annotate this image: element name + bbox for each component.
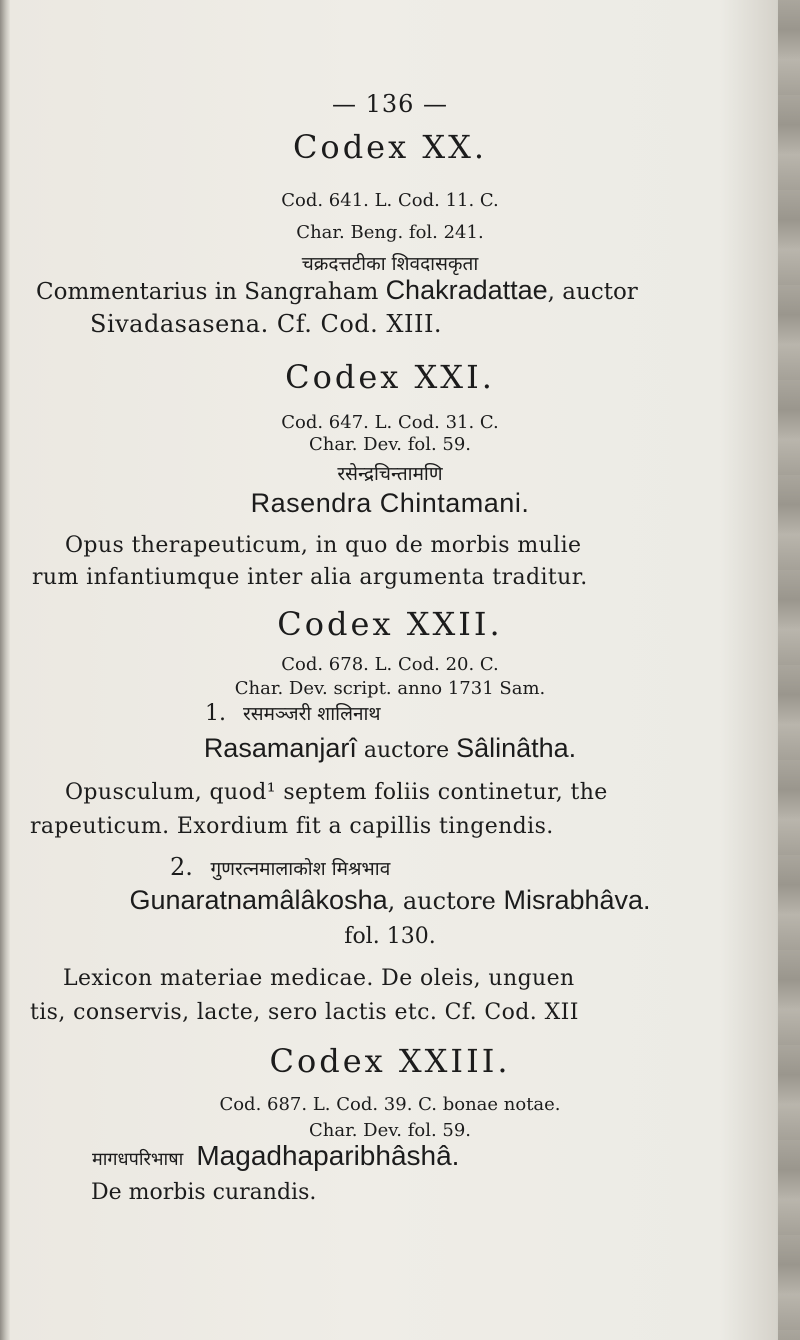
codex-xxii-item1-title-name: Rasamanjarî: [203, 733, 357, 763]
codex-xx-title: [36, 275, 638, 306]
codex-xxii-item2-title-author: Misrabhâva.: [503, 885, 651, 915]
codex-xxiii-heading: Codex XXIII.: [269, 1042, 511, 1080]
codex-xxiii-cod-line: Cod. 687. L. Cod. 39. C. bonae notae.: [219, 1094, 561, 1115]
codex-xxii-item2-desc-line1: Lexicon materiae medicae. De oleis, unguen: [63, 966, 575, 991]
codex-xxiii-title-line: [92, 1140, 459, 1172]
codex-xxi-desc-line1: Opus therapeuticum, in quo de morbis mulie: [65, 533, 582, 558]
codex-xx-title-suffix: , auctor: [547, 279, 638, 305]
codex-xxii-item1-title-author: Sâlinâtha.: [456, 733, 577, 763]
codex-xxii-item1-devanagari: रसमञ्जरी शालिनाथ: [243, 703, 381, 725]
codex-xxii-item1-title: [0, 733, 780, 764]
codex-xxi-cod-line: Cod. 647. L. Cod. 31. C.: [281, 412, 499, 433]
codex-xxii-item2-fol: fol. 130.: [344, 924, 436, 949]
codex-xx-title-name: Chakradattae: [385, 275, 548, 305]
codex-xx-title-prefix: Commentarius in Sangraham: [36, 279, 386, 305]
page-number: — 136 —: [331, 90, 449, 118]
codex-xxii-item2-title-name: Gunaratnamâlâkosha: [129, 885, 388, 915]
codex-xx-cod-line: Cod. 641. L. Cod. 11. C.: [281, 190, 499, 211]
codex-xxiii-char-line: Char. Dev. fol. 59.: [308, 1120, 472, 1141]
codex-xxii-item1-desc-line1: Opusculum, quod¹ septem foliis continetur, the: [65, 780, 608, 805]
codex-xx-char-line: Char. Beng. fol. 241.: [296, 222, 484, 243]
codex-xxii-char-line: Char. Dev. script. anno 1731 Sam.: [234, 678, 546, 699]
codex-xxii-heading: Codex XXII.: [277, 605, 503, 643]
codex-xx-devanagari: चक्रदत्तटीका शिवदासकृता: [301, 253, 479, 275]
codex-xxii-item1-title-mid: auctore: [356, 738, 457, 763]
codex-xxi-heading: Codex XXI.: [285, 358, 495, 396]
codex-xxi-char-line: Char. Dev. fol. 59.: [308, 434, 472, 455]
codex-xxi-title: Rasendra Chintamani.: [250, 488, 530, 518]
page-right-edge: [778, 0, 800, 1340]
codex-xxiii-title: Magadhaparibhâshâ.: [196, 1140, 460, 1171]
codex-xxi-devanagari: रसेन्द्रचिन्तामणि: [337, 463, 443, 485]
codex-xxiii-devanagari: मागधपरिभाषा: [92, 1149, 184, 1170]
codex-xxii-item2-number: 2.: [170, 853, 193, 881]
codex-xx-author: Sivadasasena. Cf. Cod. XIII.: [90, 310, 443, 338]
codex-xxii-item2-title-mid: , auctore: [387, 887, 504, 915]
codex-xxii-item2-devanagari: गुणरत्नमालाकोश मिश्रभाव: [210, 858, 391, 880]
codex-xxii-item2-title: [0, 885, 780, 916]
codex-xxii-item1-heading: [205, 700, 381, 726]
codex-xxiii-desc: De morbis curandis.: [91, 1180, 317, 1205]
codex-xxii-cod-line: Cod. 678. L. Cod. 20. C.: [281, 654, 499, 675]
codex-xxii-item2-desc-line2: tis, conservis, lacte, sero lactis etc. Cf. Cod. XII: [30, 1000, 579, 1025]
codex-xx-heading: Codex XX.: [292, 128, 488, 166]
codex-xxii-item2-heading: [170, 853, 390, 881]
codex-xxi-desc-line2: rum infantiumque inter alia argumenta traditur.: [32, 565, 588, 590]
codex-xxii-item1-number: 1.: [205, 701, 226, 726]
codex-xxii-item1-desc-line2: rapeuticum. Exordium fit a capillis tingendis.: [30, 814, 554, 839]
